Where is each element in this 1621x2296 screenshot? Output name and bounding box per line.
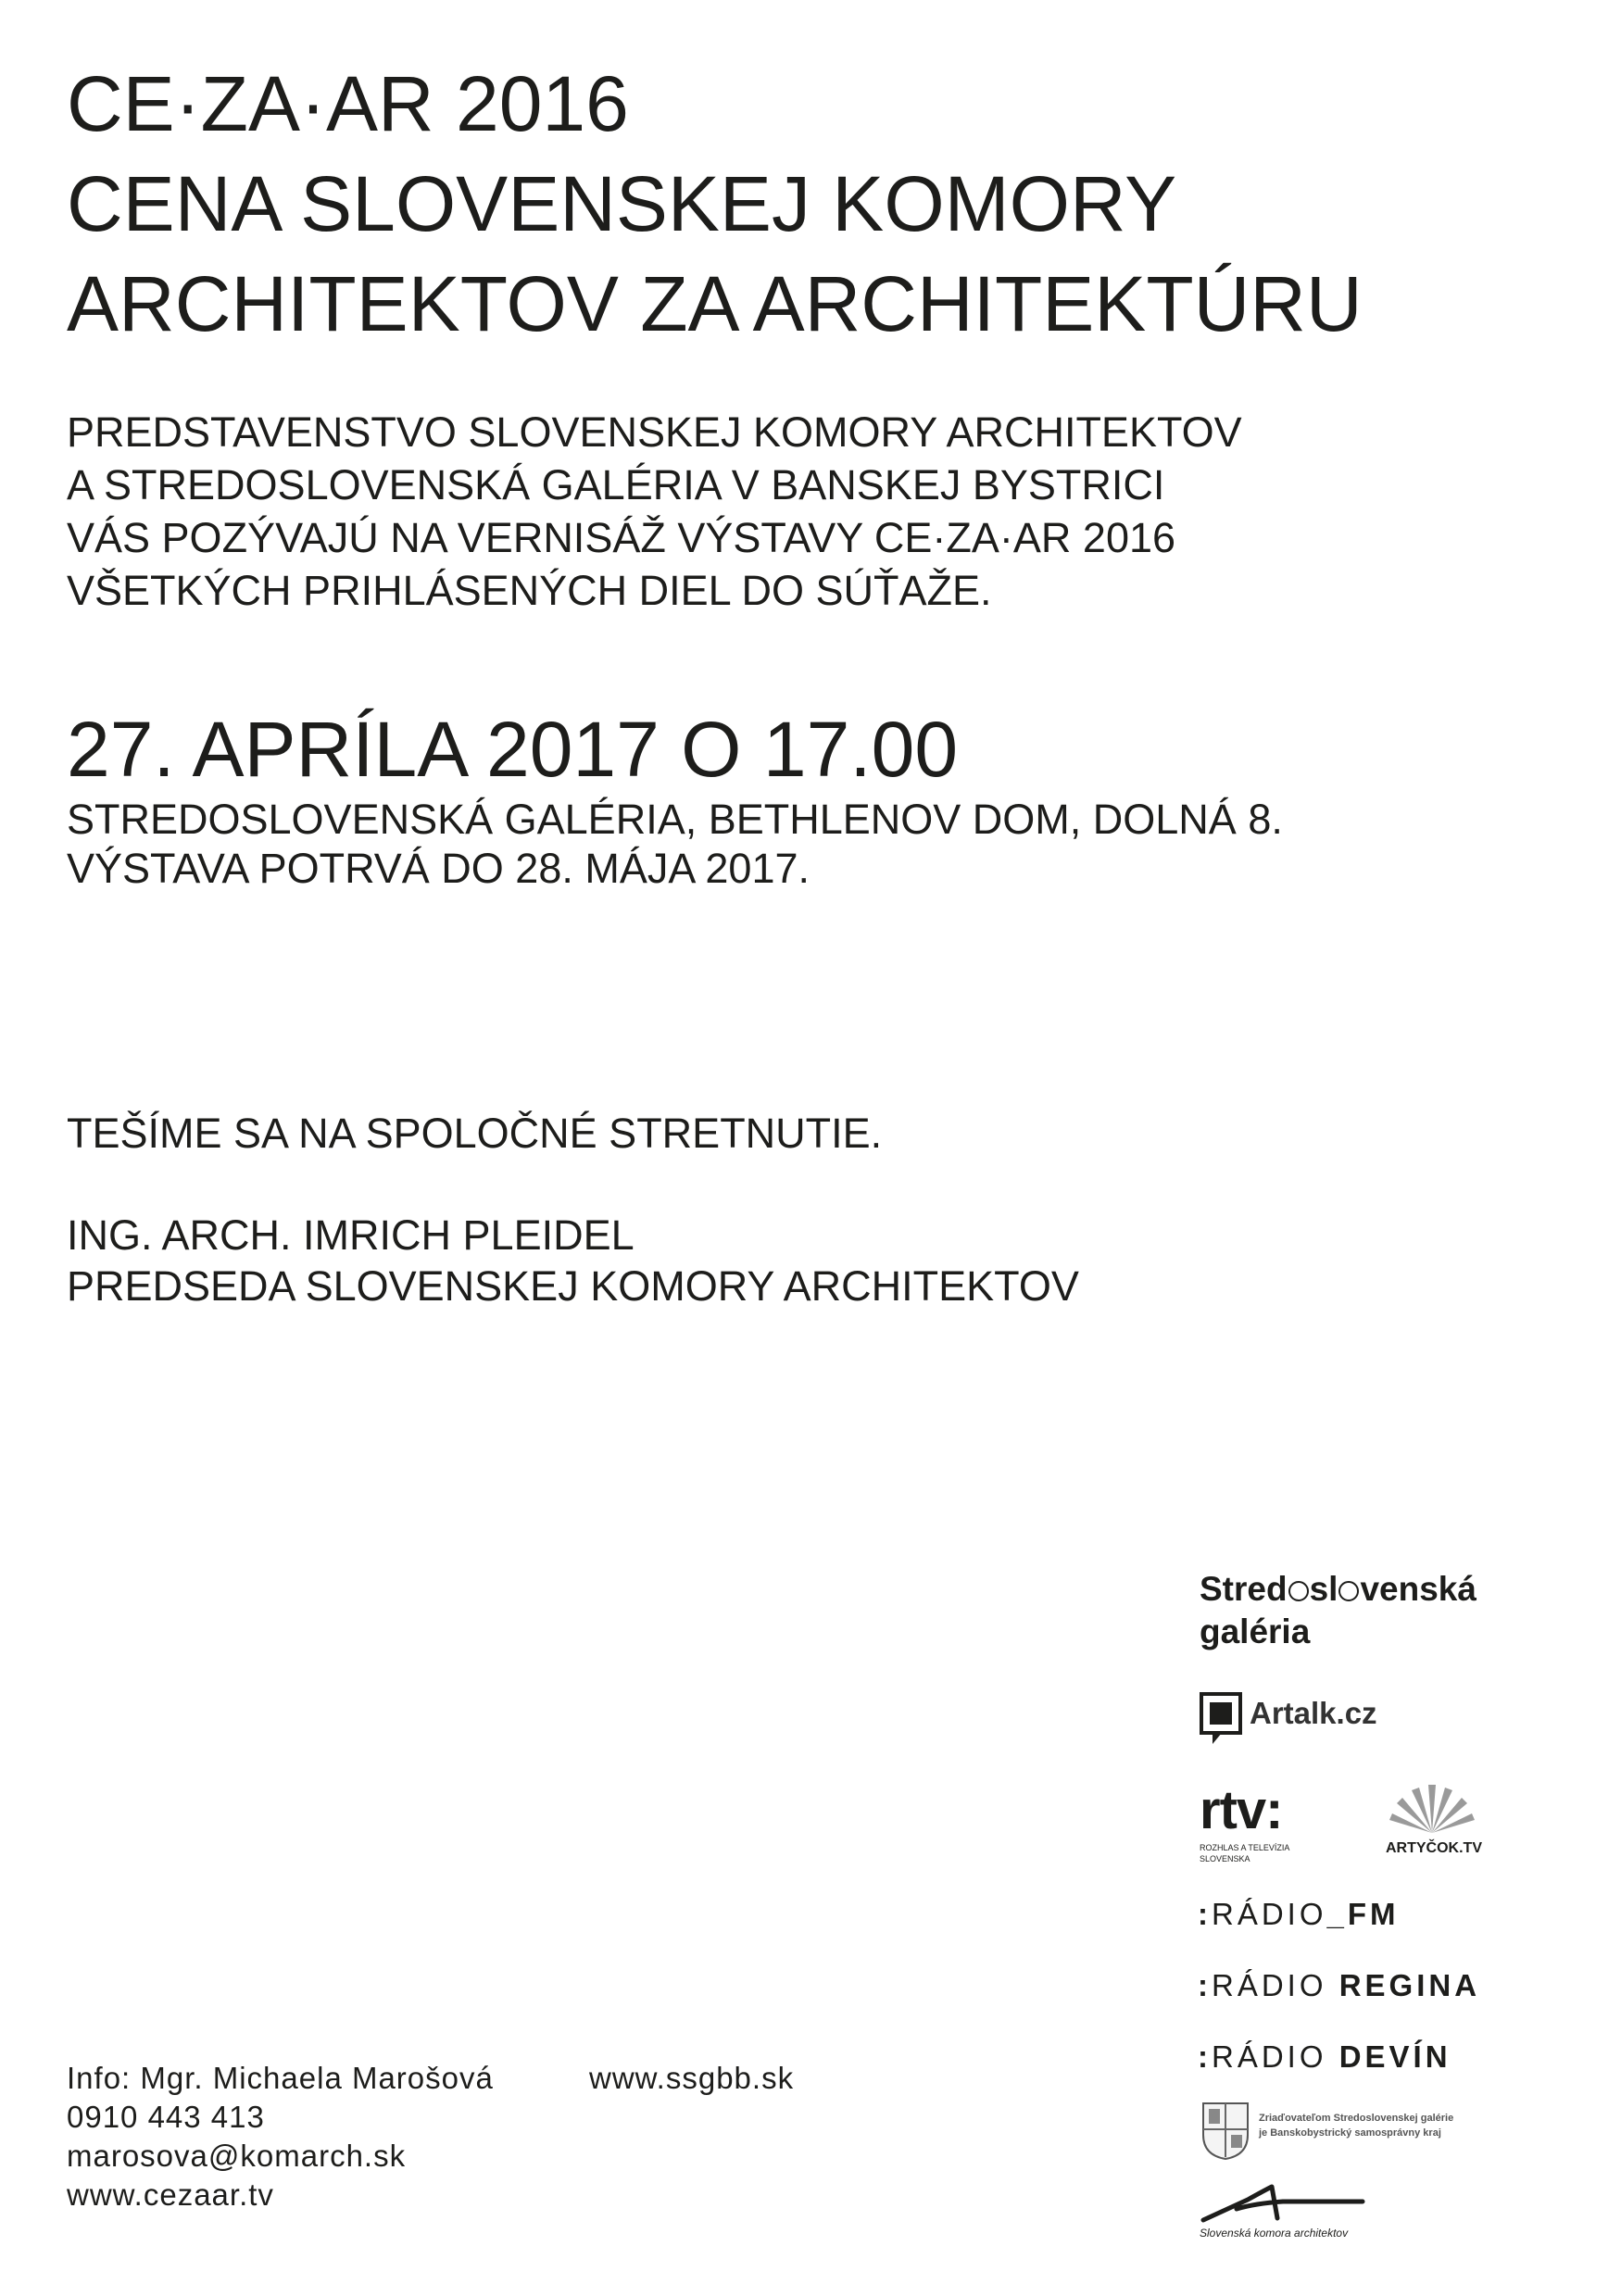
event-duration: VÝSTAVA POTRVÁ DO 28. MÁJA 2017. [67, 845, 810, 892]
ska-signature-mark [1200, 2181, 1366, 2224]
title-line-1: CE·ZA·AR 2016 [67, 60, 629, 147]
ssg-circle-icon [1338, 1581, 1359, 1601]
event-date: 27. APRÍLA 2017 O 17.00 [67, 706, 959, 793]
contact-web-cezaar[interactable]: www.cezaar.tv [67, 2177, 274, 2212]
ssg-circle-icon [1288, 1581, 1309, 1601]
radio-regina-logo: :RÁDIO REGINA [1198, 1968, 1481, 2002]
title-line-3: ARCHITEKTOV ZA ARCHITEKTÚRU [67, 260, 1363, 347]
greeting: TEŠÍME SA NA SPOLOČNÉ STRETNUTIE. [67, 1110, 883, 1157]
intro-line-4: VŠETKÝCH PRIHLÁSENÝCH DIEL DO SÚŤAŽE. [67, 567, 992, 614]
bbsk-logo: Zriaďovateľom Stredoslovenskej galérie je Banskobystrický samosprávny kraj [1200, 2100, 1505, 2164]
radio-devin-logo: :RÁDIO DEVÍN [1198, 2039, 1451, 2074]
contact-info: Info: Mgr. Michaela Marošová [67, 2061, 494, 2095]
radio-colon-icon: : [1198, 1897, 1212, 1931]
contact-web-ssgbb[interactable]: www.ssgbb.sk [589, 2061, 795, 2095]
ska-logo: Slovenská komora architektov [1200, 2181, 1385, 2246]
radio-fm-logo: :RÁDIO_FM [1198, 1897, 1400, 1931]
rtv-logo: rtv: ROZHLAS A TELEVÍZIA SLOVENSKA [1200, 1780, 1290, 1863]
contact-phone[interactable]: 0910 443 413 [67, 2100, 265, 2134]
artalk-icon [1200, 1692, 1246, 1748]
intro-line-1: PREDSTAVENSTVO SLOVENSKEJ KOMORY ARCHITEKTOV [67, 408, 1242, 456]
artycok-logo: ARTYČOK.TV [1380, 1781, 1491, 1864]
signer-name: ING. ARCH. IMRICH PLEIDEL [67, 1211, 635, 1259]
contact-email[interactable]: marosova@komarch.sk [67, 2139, 407, 2173]
title-line-2: CENA SLOVENSKEJ KOMORY [67, 160, 1177, 247]
artycok-fan-icon [1386, 1781, 1478, 1835]
radio-colon-icon: : [1198, 1968, 1212, 2002]
intro-line-2: A STREDOSLOVENSKÁ GALÉRIA V BANSKEJ BYSTRICI [67, 461, 1165, 508]
intro-line-3: VÁS POZÝVAJÚ NA VERNISÁŽ VÝSTAVY CE·ZA·AR 2016 [67, 514, 1176, 561]
coat-of-arms-icon [1200, 2100, 1251, 2161]
event-venue: STREDOSLOVENSKÁ GALÉRIA, BETHLENOV DOM, DOLNÁ 8. [67, 796, 1283, 843]
signer-title: PREDSEDA SLOVENSKEJ KOMORY ARCHITEKTOV [67, 1262, 1079, 1310]
radio-colon-icon: : [1198, 2039, 1212, 2074]
artalk-logo: Artalk.cz [1200, 1692, 1440, 1748]
ssg-logo: Stred sl venská galéria [1200, 1570, 1476, 1650]
